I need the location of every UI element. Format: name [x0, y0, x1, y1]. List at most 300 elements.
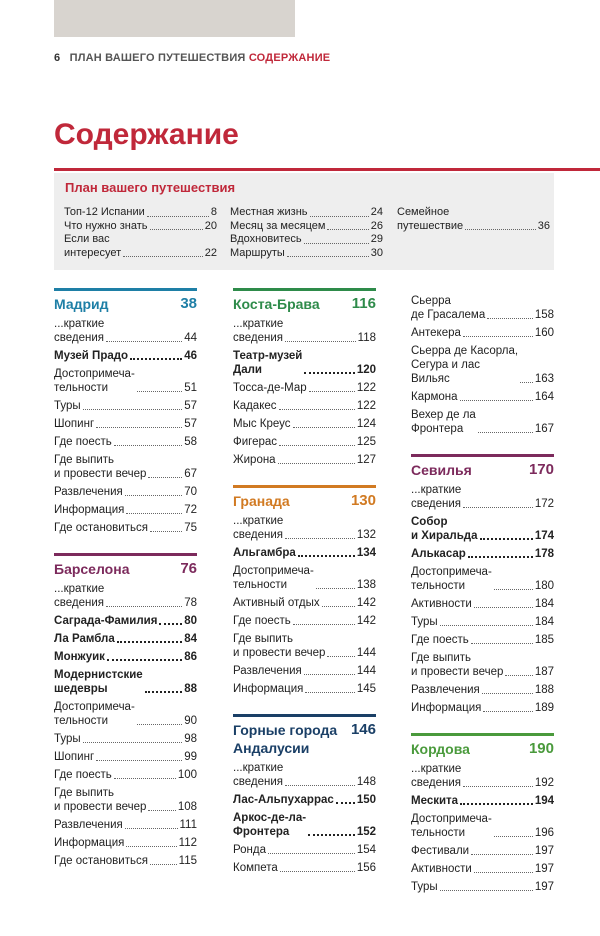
toc-entry-label: Где остановиться — [54, 522, 148, 534]
toc-entry-page: 112 — [178, 837, 197, 849]
toc-entry[interactable] — [233, 841, 376, 859]
section-title: Кордова — [411, 741, 470, 757]
toc-entry[interactable] — [233, 512, 376, 544]
toc-entry[interactable] — [411, 292, 554, 324]
toc-section — [233, 288, 376, 469]
toc-entry[interactable] — [54, 365, 197, 397]
toc-entry[interactable] — [411, 481, 554, 513]
toc-entry[interactable] — [411, 545, 554, 563]
dot-leader — [150, 229, 203, 230]
toc-entry-label: Развлечения — [54, 819, 123, 831]
toc-section — [411, 292, 554, 438]
toc-entry-label: Где поесть — [411, 634, 469, 646]
toc-entry[interactable] — [411, 842, 554, 860]
toc-entry-page: 51 — [184, 382, 197, 394]
dot-leader — [280, 871, 355, 872]
toc-entry-page: 185 — [534, 634, 554, 646]
toc-entry[interactable] — [233, 680, 376, 698]
toc-entry[interactable] — [411, 878, 554, 896]
dot-leader — [440, 890, 533, 891]
toc-entry-page: 70 — [184, 486, 197, 498]
toc-entry-page: 196 — [534, 827, 554, 839]
dot-leader — [471, 643, 533, 644]
toc-entry-page: 144 — [356, 665, 376, 677]
toc-entry-page: 120 — [356, 364, 376, 376]
toc-entry-label: Кармона — [411, 391, 458, 403]
toc-entry-page: 150 — [356, 794, 376, 806]
toc-entry-label: Алькасар — [411, 548, 466, 560]
toc-entry-label: ...краткие сведения — [411, 763, 462, 789]
dot-leader — [310, 216, 369, 217]
toc-entry[interactable] — [233, 415, 376, 433]
dot-leader — [482, 693, 533, 694]
toc-entry[interactable] — [54, 580, 197, 612]
toc-entry[interactable] — [54, 519, 197, 537]
toc-entry-page: 197 — [534, 881, 554, 893]
toc-entry[interactable] — [233, 809, 376, 841]
toc-entry-label: Где выпить и провести вечер — [54, 787, 147, 813]
dot-leader — [130, 358, 182, 360]
toc-entry-label: Вехер де ла Фронтера — [411, 409, 476, 435]
dot-leader — [298, 555, 355, 557]
plan-column — [397, 206, 550, 233]
toc-entry[interactable] — [54, 666, 197, 698]
toc-entry[interactable] — [411, 760, 554, 792]
toc-entry-label: Туры — [411, 616, 438, 628]
dot-leader — [460, 400, 533, 401]
toc-entry-page: 163 — [534, 373, 554, 385]
toc-entry-page: 184 — [534, 598, 554, 610]
dot-leader — [327, 229, 368, 230]
dot-leader — [440, 625, 533, 626]
dot-leader — [285, 341, 355, 342]
toc-entry-label: Сьерра де Касорла, Сегура и лас Вильяс — [411, 345, 519, 385]
plan-column — [230, 206, 383, 260]
toc-entry[interactable] — [64, 233, 217, 260]
toc-section — [54, 553, 197, 870]
toc-entry-label: Ронда — [233, 844, 267, 856]
dot-leader — [287, 256, 369, 257]
toc-entry-label: Монжуик — [54, 651, 105, 663]
toc-entry-label: Активный отдых — [233, 597, 320, 609]
toc-entry-page: 132 — [356, 529, 376, 541]
toc-section — [233, 714, 376, 877]
toc-entry[interactable] — [233, 630, 376, 662]
toc-entry-label: Туры — [54, 400, 81, 412]
dot-leader — [471, 854, 533, 855]
dot-leader — [150, 864, 177, 865]
toc-entry-label: Развлечения — [233, 665, 302, 677]
dot-leader — [474, 607, 533, 608]
toc-entry-label: Мыс Креус — [233, 418, 291, 430]
dot-leader — [322, 606, 355, 607]
toc-entry[interactable] — [233, 662, 376, 680]
toc-entry-page: 99 — [184, 751, 197, 763]
toc-entry-label: Саграда-Фамилия — [54, 615, 158, 627]
section-title: Коста-Брава — [233, 296, 320, 312]
toc-entry-label: Мескита — [411, 795, 459, 807]
plan-title: План вашего путешествия — [65, 180, 236, 195]
dot-leader — [123, 256, 203, 257]
toc-entry[interactable] — [230, 220, 383, 234]
dot-leader — [137, 724, 182, 725]
toc-entry-page: 115 — [178, 855, 197, 867]
toc-entry[interactable] — [411, 631, 554, 649]
dot-leader — [114, 445, 182, 446]
toc-entry-page: 152 — [356, 826, 376, 838]
toc-entry-page: 78 — [184, 597, 197, 609]
toc-entry[interactable] — [411, 342, 554, 388]
dot-leader — [137, 391, 182, 392]
dot-leader — [463, 336, 533, 337]
toc-entry[interactable] — [54, 612, 197, 630]
toc-entry-page: 20 — [204, 219, 217, 232]
toc-entry[interactable] — [54, 784, 197, 816]
title-rule — [54, 168, 600, 171]
toc-entry[interactable] — [54, 698, 197, 730]
toc-entry[interactable] — [54, 501, 197, 519]
toc-entry[interactable] — [411, 860, 554, 878]
dot-leader — [480, 538, 533, 540]
dot-leader — [126, 846, 176, 847]
toc-entry-page: 111 — [179, 819, 197, 831]
toc-entry-page: 154 — [356, 844, 376, 856]
dot-leader — [159, 623, 182, 625]
toc-entry-label: Лас-Альпухаррас — [233, 794, 334, 806]
toc-entry[interactable] — [233, 315, 376, 347]
toc-entry-label: Туры — [54, 733, 81, 745]
toc-entry[interactable] — [230, 206, 383, 220]
toc-entry-label: Месяц за месяцем — [230, 219, 326, 232]
toc-entry-label: Фигерас — [233, 436, 278, 448]
toc-entry-label: Аркос-де-ла- Фронтера — [233, 812, 307, 838]
toc-entry-page: 72 — [184, 504, 197, 516]
toc-entry[interactable] — [230, 247, 383, 261]
toc-entry[interactable] — [233, 544, 376, 562]
dot-leader — [305, 692, 354, 693]
dot-leader — [83, 409, 183, 410]
dot-leader — [460, 803, 533, 805]
toc-entry-page: 174 — [534, 530, 554, 542]
toc-entry[interactable] — [233, 433, 376, 451]
toc-section — [54, 288, 197, 537]
toc-entry-label: Что нужно знать — [64, 219, 148, 232]
toc-column-1 — [54, 288, 197, 886]
dot-leader — [145, 691, 183, 693]
toc-entry-page: 44 — [184, 332, 197, 344]
toc-entry[interactable] — [233, 612, 376, 630]
toc-entry[interactable] — [54, 834, 197, 852]
section-title: Горные города Андалусии — [233, 722, 338, 756]
toc-entry-page: 160 — [534, 327, 554, 339]
dot-leader — [107, 659, 182, 661]
toc-entry-label: Информация — [233, 683, 304, 695]
toc-entry-label: Шопинг — [54, 418, 95, 430]
toc-entry-label: Музей Прадо — [54, 350, 129, 362]
dot-leader — [336, 802, 355, 804]
page-title: Содержание — [54, 118, 239, 151]
toc-entry[interactable] — [411, 649, 554, 681]
toc-entry-label: Активности — [411, 598, 472, 610]
dot-leader — [279, 409, 355, 410]
toc-entry[interactable] — [397, 206, 550, 233]
dot-leader — [150, 531, 182, 532]
toc-entry-label: Жирона — [233, 454, 276, 466]
toc-entry-page: 194 — [534, 795, 554, 807]
section-heading[interactable] — [411, 454, 554, 479]
dot-leader — [285, 538, 355, 539]
dot-leader — [520, 382, 533, 383]
toc-entry-page: 26 — [370, 219, 383, 232]
toc-entry[interactable] — [411, 563, 554, 595]
toc-column-3 — [411, 292, 554, 912]
dot-leader — [278, 463, 355, 464]
toc-entry-page: 156 — [356, 862, 376, 874]
dot-leader — [106, 341, 182, 342]
toc-entry[interactable] — [233, 397, 376, 415]
toc-entry-page: 184 — [534, 616, 554, 628]
toc-entry[interactable] — [54, 730, 197, 748]
toc-section — [411, 733, 554, 896]
toc-entry-page: 125 — [356, 436, 376, 448]
toc-entry[interactable] — [411, 810, 554, 842]
toc-entry-page: 164 — [534, 391, 554, 403]
dot-leader — [494, 836, 533, 837]
dot-leader — [148, 810, 175, 811]
toc-entry-label: Где остановиться — [54, 855, 148, 867]
toc-entry[interactable] — [54, 648, 197, 666]
toc-entry[interactable] — [411, 792, 554, 810]
toc-entry-page: 180 — [534, 580, 554, 592]
dot-leader — [148, 477, 182, 478]
toc-entry-label: Туры — [411, 881, 438, 893]
dot-leader — [304, 372, 354, 374]
toc-entry-page: 124 — [356, 418, 376, 430]
toc-entry[interactable] — [411, 388, 554, 406]
toc-entry-page: 46 — [184, 350, 197, 362]
section-page: 130 — [350, 492, 376, 509]
toc-entry-page: 145 — [356, 683, 376, 695]
dot-leader — [304, 243, 369, 244]
running-header — [54, 52, 330, 64]
toc-entry-page: 67 — [184, 468, 197, 480]
dot-leader — [316, 588, 355, 589]
toc-entry-label: ...краткие сведения — [54, 318, 105, 344]
toc-entry-label: Где выпить и провести вечер — [54, 454, 147, 480]
toc-entry-page: 122 — [356, 400, 376, 412]
section-heading[interactable] — [411, 733, 554, 758]
toc-entry[interactable] — [54, 766, 197, 784]
toc-entry[interactable] — [233, 451, 376, 469]
section-heading[interactable] — [233, 714, 376, 757]
toc-entry-label: ...краткие сведения — [233, 318, 284, 344]
toc-entry-label: ...краткие сведения — [233, 515, 284, 541]
toc-entry-label: ...краткие сведения — [54, 583, 105, 609]
toc-entry[interactable] — [54, 347, 197, 365]
toc-entry[interactable] — [411, 681, 554, 699]
dot-leader — [293, 427, 355, 428]
toc-entry-label: Шопинг — [54, 751, 95, 763]
toc-entry-page: 189 — [534, 702, 554, 714]
toc-entry-label: Развлечения — [54, 486, 123, 498]
toc-entry[interactable] — [233, 379, 376, 397]
toc-entry-page: 75 — [184, 522, 197, 534]
dot-leader — [468, 556, 533, 558]
dot-leader — [114, 778, 176, 779]
toc-entry-label: Достопримеча- тельности — [411, 813, 492, 839]
toc-entry[interactable] — [54, 483, 197, 501]
toc-entry-page: 138 — [356, 579, 376, 591]
running-header-part: ПЛАН ВАШЕГО ПУТЕШЕСТВИЯ — [69, 52, 246, 64]
dot-leader — [308, 834, 355, 836]
toc-entry-page: 118 — [357, 332, 376, 344]
toc-entry-label: Компета — [233, 862, 278, 874]
dot-leader — [279, 445, 355, 446]
page-number: 6 — [54, 52, 61, 64]
toc-entry[interactable] — [54, 816, 197, 834]
toc-entry-page: 22 — [204, 246, 217, 259]
toc-entry[interactable] — [54, 397, 197, 415]
toc-entry-page: 84 — [184, 633, 197, 645]
toc-entry-page: 58 — [184, 436, 197, 448]
toc-entry-label: Модернистские шедевры — [54, 669, 143, 695]
dot-leader — [478, 432, 533, 433]
dot-leader — [483, 711, 532, 712]
dot-leader — [125, 828, 178, 829]
section-title: Севилья — [411, 462, 472, 478]
toc-entry[interactable] — [230, 233, 383, 247]
toc-entry-page: 88 — [184, 683, 197, 695]
toc-section — [233, 485, 376, 698]
toc-entry-label: Антекера — [411, 327, 461, 339]
toc-entry[interactable] — [54, 852, 197, 870]
toc-entry-label: Где выпить и провести вечер — [411, 652, 504, 678]
plan-box — [54, 173, 554, 270]
toc-entry[interactable] — [411, 324, 554, 342]
dot-leader — [494, 589, 533, 590]
section-page: 38 — [180, 295, 197, 312]
dot-leader — [474, 872, 533, 873]
toc-entry[interactable] — [411, 595, 554, 613]
toc-entry[interactable] — [54, 433, 197, 451]
toc-entry-page: 108 — [177, 801, 197, 813]
toc-entry[interactable] — [411, 699, 554, 717]
toc-entry-page: 36 — [537, 219, 550, 232]
toc-entry-label: Театр-музей Дали — [233, 350, 303, 376]
toc-entry-page: 8 — [210, 206, 217, 218]
toc-entry[interactable] — [54, 748, 197, 766]
toc-entry-page: 29 — [370, 233, 383, 245]
toc-entry-label: Достопримеча- тельности — [233, 565, 314, 591]
dot-leader — [268, 853, 355, 854]
toc-entry-page: 148 — [356, 776, 376, 788]
toc-entry-label: ...краткие сведения — [411, 484, 462, 510]
toc-entry-label: ...краткие сведения — [233, 762, 284, 788]
toc-entry-label: Сьерра де Грасалема — [411, 295, 486, 321]
dot-leader — [126, 513, 182, 514]
toc-entry-label: Если вас интересует — [64, 233, 122, 259]
toc-entry-label: Активности — [411, 863, 472, 875]
section-heading[interactable] — [54, 288, 197, 313]
toc-entry[interactable] — [411, 513, 554, 545]
toc-entry-label: Информация — [411, 702, 482, 714]
toc-entry-label: Ла Рамбла — [54, 633, 115, 645]
dot-leader — [505, 675, 532, 676]
section-title: Барселона — [54, 561, 130, 577]
dot-leader — [463, 786, 533, 787]
toc-entry-page: 90 — [184, 715, 197, 727]
toc-entry-page: 122 — [356, 382, 376, 394]
toc-entry-page: 158 — [534, 309, 554, 321]
dot-leader — [285, 785, 355, 786]
running-header-section: СОДЕРЖАНИЕ — [248, 52, 331, 64]
dot-leader — [125, 495, 182, 496]
toc-entry-label: Фестивали — [411, 845, 470, 857]
toc-entry-page: 188 — [534, 684, 554, 696]
toc-entry[interactable] — [411, 406, 554, 438]
toc-entry[interactable] — [233, 791, 376, 809]
toc-entry[interactable] — [54, 451, 197, 483]
toc-entry-page: 197 — [534, 845, 554, 857]
toc-entry[interactable] — [233, 859, 376, 877]
section-heading[interactable] — [54, 553, 197, 578]
toc-entry-page: 167 — [534, 423, 554, 435]
toc-column-2 — [233, 288, 376, 893]
dot-leader — [106, 606, 182, 607]
toc-entry-page: 197 — [534, 863, 554, 875]
dot-leader — [487, 318, 533, 319]
toc-entry-page: 142 — [356, 597, 376, 609]
toc-entry-label: Достопримеча- тельности — [54, 368, 135, 394]
toc-entry-label: Информация — [54, 504, 125, 516]
toc-entry[interactable] — [54, 630, 197, 648]
toc-entry[interactable] — [233, 347, 376, 379]
toc-entry-label: Кадакес — [233, 400, 277, 412]
section-heading[interactable] — [233, 288, 376, 313]
dot-leader — [117, 641, 182, 643]
toc-entry-label: Развлечения — [411, 684, 480, 696]
toc-entry[interactable] — [64, 206, 217, 220]
dot-leader — [309, 391, 355, 392]
toc-entry-label: Местная жизнь — [230, 206, 308, 218]
toc-entry-label: Семейное путешествие — [397, 206, 464, 232]
dot-leader — [96, 760, 182, 761]
toc-entry[interactable] — [233, 562, 376, 594]
toc-entry-label: Достопримеча- тельности — [54, 701, 135, 727]
toc-entry-page: 178 — [534, 548, 554, 560]
toc-entry-label: Тосса-де-Мар — [233, 382, 307, 394]
toc-entry[interactable] — [64, 220, 217, 234]
section-page: 146 — [350, 721, 376, 738]
section-heading[interactable] — [233, 485, 376, 510]
toc-entry[interactable] — [54, 415, 197, 433]
toc-entry-page: 172 — [534, 498, 554, 510]
toc-entry-page: 192 — [534, 777, 554, 789]
toc-entry-label: Вдохновитесь — [230, 233, 302, 245]
toc-entry-label: Маршруты — [230, 246, 285, 259]
toc-entry[interactable] — [54, 315, 197, 347]
dot-leader — [327, 656, 354, 657]
section-page: 116 — [351, 295, 376, 312]
section-page: 190 — [528, 740, 554, 757]
toc-entry[interactable] — [411, 613, 554, 631]
toc-entry[interactable] — [233, 594, 376, 612]
toc-entry-label: Альгамбра — [233, 547, 296, 559]
dot-leader — [83, 742, 183, 743]
toc-entry-page: 30 — [370, 246, 383, 259]
section-title: Мадрид — [54, 296, 109, 312]
toc-entry[interactable] — [233, 759, 376, 791]
